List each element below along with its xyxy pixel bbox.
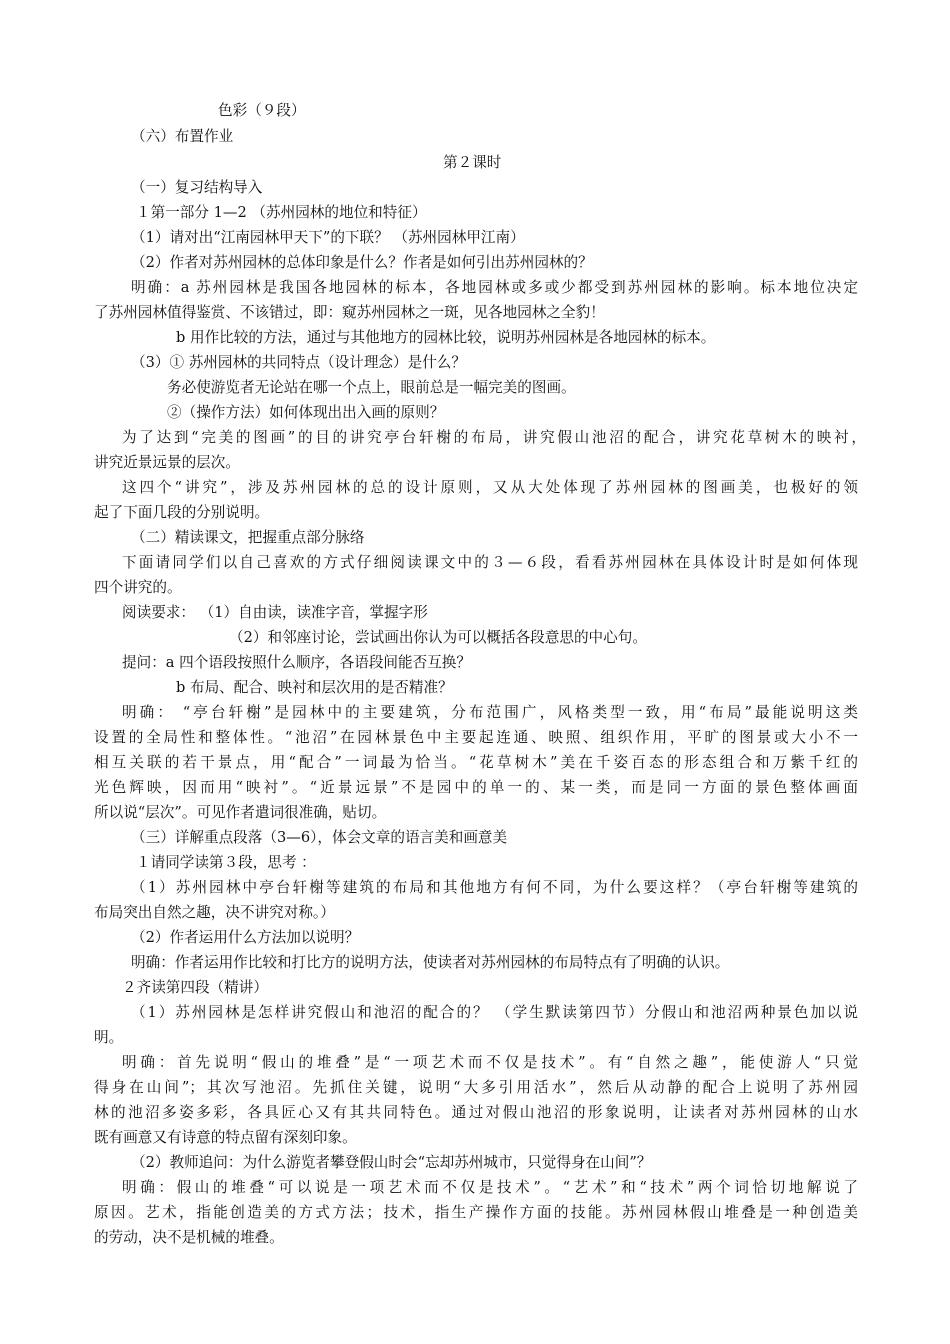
- paragraph-line: 明确：首先说明“假山的堆叠”是“一项艺术而不仅是技术”。有“自然之趣”，能使游人“只觉: [122, 1054, 858, 1071]
- paragraph-line: 林的池沼多姿多彩，各具匠心又有其共同特色。通过对假山池沼的形象说明，让读者对苏州园林的山水: [94, 1104, 858, 1121]
- section-heading-detailed: （三）详解重点段落（3—6），体会文章的语言美和画意美: [131, 829, 508, 846]
- paragraph-line: 明确：假山的堆叠“可以说是一项艺术而不仅是技术”。“艺术”和“技术”两个词恰切地解说了: [122, 1179, 858, 1196]
- paragraph-line: 所以说“层次”。可见作者遣词很准确，贴切。: [94, 804, 387, 821]
- paragraph-line: 的劳动，决不是机械的堆叠。: [94, 1229, 284, 1246]
- paragraph-line: （2）教师追问：为什么游览者攀登假山时会“忘却苏州城市，只觉得身在山间”？: [131, 1154, 652, 1171]
- paragraph-line: 相互关联的若干景点，用“配合”一词最为恰当。“花草树木”美在千姿百态的形态组合和万紫千红的: [94, 754, 858, 771]
- paragraph-line: 这四个“讲究”，涉及苏州园林的总的设计原则，又从大处体现了苏州园林的图画美，也极好的领: [122, 479, 858, 496]
- section-heading-review: （一）复习结构导入: [131, 179, 263, 196]
- paragraph-line: 得身在山间”；其次写池沼。先抓住关键，说明“大多引用活水”，然后从动静的配合上说明了苏州园: [94, 1079, 858, 1096]
- paragraph-line: 既有画意又有诗意的特点留有深刻印象。: [94, 1129, 357, 1146]
- prompt-b: b 布局、配合、映衬和层次用的是否精准？: [176, 679, 453, 696]
- paragraph-line: 下面请同学们以自己喜欢的方式仔细阅读课文中的３—６段，看看苏州园林在具体设计时是如何体现: [122, 554, 858, 571]
- paragraph-line: 明确： “亭台轩榭”是园林中的主要建筑，分布范围广，风格类型一致，用“布局”最能说明这类: [122, 704, 858, 721]
- paragraph-line: 原因。艺术，指能创造美的方式方法；技术，指生产操作方面的技能。苏州园林假山堆叠是一种创造美: [94, 1204, 858, 1221]
- reading-requirement-2: （2）和邻座讨论，尝试画出你认为可以概括各段意思的中心句。: [229, 629, 647, 646]
- paragraph-line: 明确：作者运用作比较和打比方的说明方法，使读者对苏州园林的布局特点有了明确的认识。: [131, 954, 730, 971]
- section-heading-close-reading: （二）精读课文，把握重点部分脉络: [131, 529, 365, 546]
- paragraph-line: ②（操作方法）如何体现出出入画的原则？: [167, 404, 445, 421]
- paragraph-line: （1）苏州园林是怎样讲究假山和池沼的配合的？ （学生默读第四节）分假山和池沼两种景色加以说: [131, 1004, 858, 1021]
- paragraph-line: （1）苏州园林中亭台轩榭等建筑的布局和其他地方有何不同，为什么要这样？（亭台轩榭等建筑的: [131, 879, 858, 896]
- paragraph-line: 务必使游览者无论站在哪一个点上，眼前总是一幅完美的图画。: [167, 379, 576, 396]
- paragraph-line: 明确：a 苏州园林是我国各地园林的标本，各地园林或多或少都受到苏州园林的影响。标本地位决定: [131, 279, 858, 296]
- prompt-a: 提问：a 四个语段按照什么顺序，各语段间能否互换？: [122, 654, 471, 671]
- paragraph-line: 四个讲究的。: [94, 579, 182, 596]
- paragraph-line: 为了达到“完美的图画”的目的讲究亭台轩榭的布局，讲究假山池沼的配合，讲究花草树木的映衬，: [122, 429, 866, 446]
- paragraph-line: ２齐读第四段（精讲）: [122, 979, 268, 996]
- lesson-title: 第２课时: [443, 154, 502, 171]
- question-3: （3）① 苏州园林的共同特点（设计理念）是什么？: [131, 354, 466, 371]
- paragraph-line: b 用作比较的方法，通过与其他地方的园林比较，说明苏州园林是各地园林的标本。: [176, 329, 716, 346]
- paragraph-line: （2）作者运用什么方法加以说明？: [131, 929, 360, 946]
- question-1: （1）请对出“江南园林甲天下”的下联？ （苏州园林甲江南）: [131, 229, 525, 246]
- reading-requirement-1: 阅读要求： （1）自由读，读准字音，掌握字形: [122, 604, 428, 621]
- paragraph-line: 布局突出自然之趣，决不讲究对称。）: [94, 904, 335, 921]
- paragraph-line: 起了下面几段的分别说明。: [94, 504, 270, 521]
- question-2: （2）作者对苏州园林的总体印象是什么？作者是如何引出苏州园林的？: [131, 254, 593, 271]
- paragraph-line: 光色辉映，因而用“映衬”。“近景远景”不是园中的单一的、某一类，而是同一方面的景色整体画面: [94, 779, 858, 796]
- paragraph-line: 了苏州园林值得鉴赏、不该错过，即：窥苏州园林之一斑，见各地园林之全豹！: [94, 304, 605, 321]
- part-one-heading: １第一部分 1—2 （苏州园林的地位和特征）: [136, 204, 427, 221]
- paragraph-line: 明。: [94, 1029, 124, 1046]
- paragraph-line: 设置的全局性和整体性。“池沼”在园林景色中主要起连通、映照、组织作用，平旷的图景或大小不一: [94, 729, 858, 746]
- section-heading-homework: （六）布置作业: [131, 128, 234, 145]
- paragraph-line: 讲究近景远景的层次。: [94, 454, 240, 471]
- outline-item-color: 色彩（９段）: [218, 102, 306, 119]
- paragraph-line: １请同学读第３段，思考 ：: [136, 854, 316, 871]
